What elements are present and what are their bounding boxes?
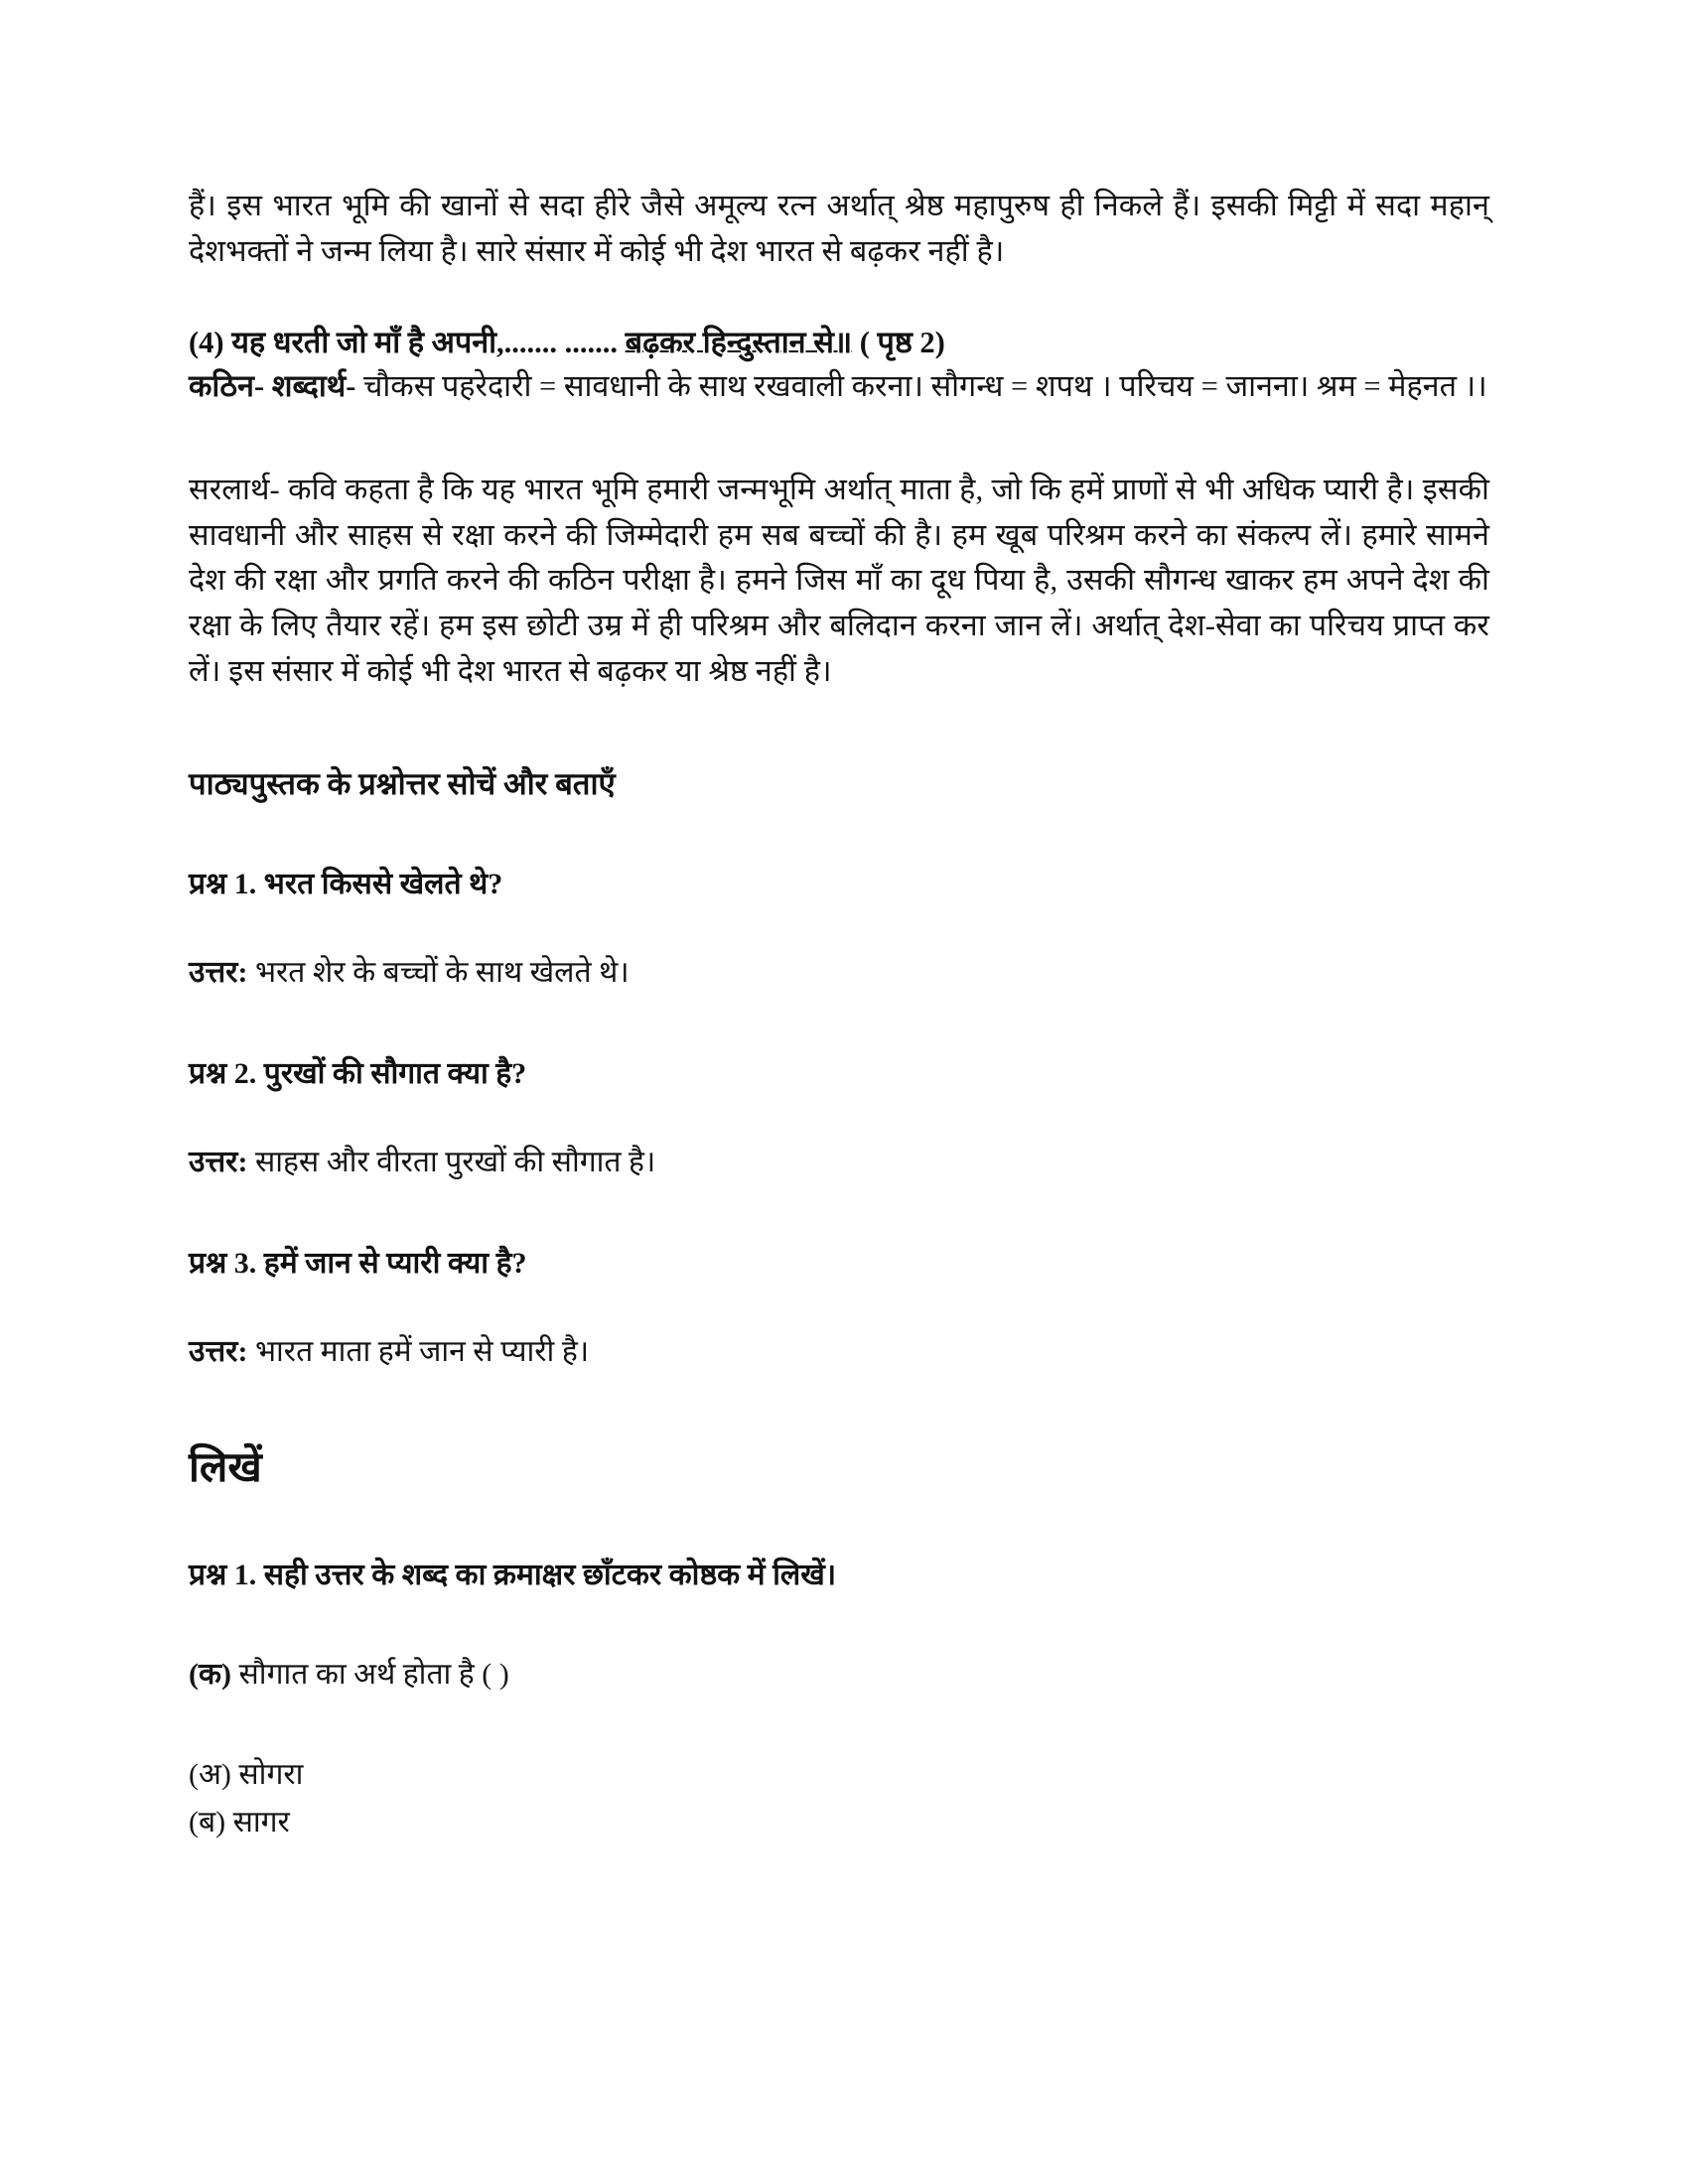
answer-label: उत्तर: — [189, 1146, 248, 1179]
write-subquestion-ka — [189, 1654, 1489, 1697]
answer-label: उत्तर: — [189, 1335, 248, 1369]
verse-block — [189, 321, 1489, 410]
question-3: प्रश्न 3. हमें जान से प्यारी क्या है? — [189, 1246, 527, 1280]
shabdarth-text: चौकस पहरेदारी = सावधानी के साथ रखवाली करना। सौगन्ध = शपथ । परिचय = जानना। श्रम = मेहनत ।। — [355, 369, 1487, 404]
answer-label: उत्तर: — [189, 956, 248, 990]
answer-2 — [189, 1141, 1489, 1184]
spacer — [189, 410, 1489, 468]
spacer — [189, 1697, 1489, 1754]
spacer — [189, 805, 1489, 863]
spacer — [189, 905, 1489, 951]
answer-text: भारत माता हमें जान से प्यारी है। — [247, 1335, 590, 1369]
spacer — [189, 1374, 1489, 1441]
subquestion-key: (क) — [189, 1658, 232, 1691]
options-list — [189, 1754, 1489, 1844]
answer-text: भरत शेर के बच्चों के साथ खेलते थे। — [247, 956, 630, 990]
shabdarth-label: कठिन- शब्दार्थ- — [189, 369, 356, 404]
option-a: (अ) सोगरा — [189, 1757, 304, 1791]
write-question-1: प्रश्न 1. सही उत्तर के शब्द का क्रमाक्षर छाँटकर कोष्ठक में लिखें। — [189, 1558, 837, 1591]
answer-3 — [189, 1330, 1489, 1374]
verse-heading-prefix: (4) यह धरती जो माँ है अपनी,....... ....... — [189, 325, 626, 359]
verse-heading-suffix: ( पृष्ठ 2) — [852, 325, 945, 359]
spacer — [189, 1496, 1489, 1554]
spacer — [189, 1184, 1489, 1242]
answer-1 — [189, 951, 1489, 995]
spacer — [189, 275, 1489, 321]
question-2: प्रश्न 2. पुरखों की सौगात क्या है? — [189, 1056, 527, 1090]
verse-heading-underlined: बढ़कर हिन्दुस्तान से॥ — [625, 325, 853, 359]
verse-heading — [189, 321, 1489, 365]
question-1: प्रश्न 1. भरत किससे खेलते थे? — [189, 867, 503, 900]
write-section-heading: लिखें — [189, 1444, 262, 1491]
spacer — [189, 995, 1489, 1052]
document-body — [189, 184, 1489, 1844]
shabdarth-paragraph — [189, 364, 1489, 410]
intro-paragraph: हैं। इस भारत भूमि की खानों से सदा हीरे जैसे अमूल्य रत्न अर्थात् श्रेष्ठ महापुरुष ही निकले हैं। इसकी मिट्टी में सदा महान् देशभक्तों ने जन्म लिया है। सारे संसार में कोई भी देश भारत से बढ़कर नहीं है। — [189, 189, 1489, 268]
spacer — [189, 1596, 1489, 1654]
qa-section-heading: पाठ्यपुस्तक के प्रश्नोत्तर सोचें और बताएँ — [189, 765, 616, 801]
option-b: (ब) सागर — [189, 1806, 290, 1840]
saralarth-paragraph: सरलार्थ- कवि कहता है कि यह भारत भूमि हमारी जन्मभूमि अर्थात् माता है, जो कि हमें प्राणों से भी अधिक प्यारी है। इसकी सावधानी और साहस से रक्षा करने की जिम्मेदारी हम सब बच्चों की है। हम खूब परिश्रम करने का संकल्प लें। हमारे सामने देश की रक्षा और प्रगति करने की कठिन परीक्षा है। हमने जिस माँ का दूध पिया है, उसकी सौगन्ध खाकर हम अपने देश की रक्षा के लिए तैयार रहें। हम इस छोटी उम्र में ही परिश्रम और बलिदान करना जान लें। अर्थात् देश-सेवा का परिचय प्राप्त कर लें। इस संसार में कोई भी देश भारत से बढ़कर या श्रेष्ठ नहीं है। — [189, 472, 1489, 688]
answer-text: साहस और वीरता पुरखों की सौगात है। — [247, 1146, 656, 1179]
spacer — [189, 695, 1489, 762]
spacer — [189, 1285, 1489, 1330]
spacer — [189, 1095, 1489, 1141]
subquestion-text: सौगात का अर्थ होता है ( ) — [231, 1658, 509, 1691]
